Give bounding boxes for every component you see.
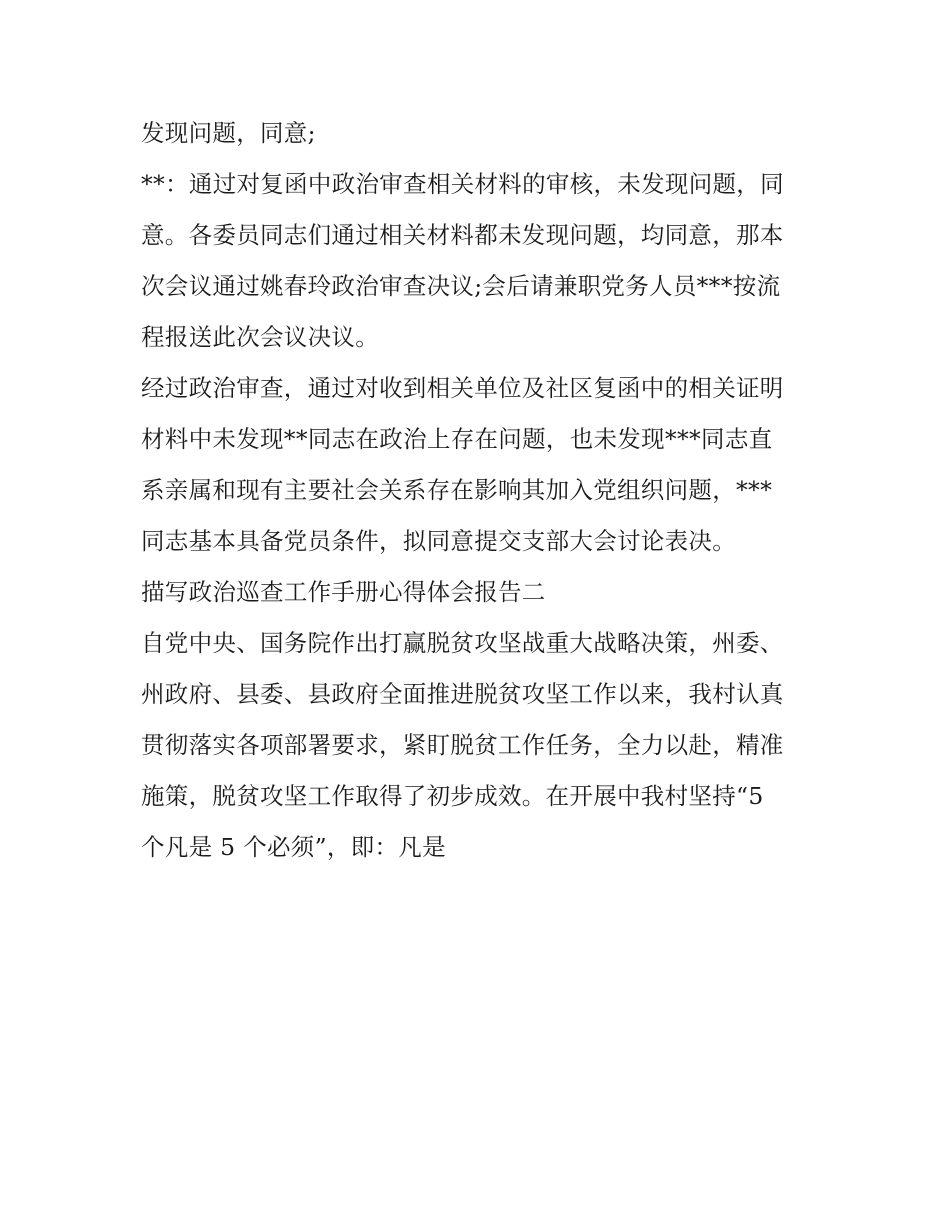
section-heading xyxy=(141,567,821,618)
text-line: 州政府、县委、县政府全面推进脱贫攻坚工作以来，我村认真 xyxy=(141,680,784,708)
paragraph-2 xyxy=(141,159,821,363)
paragraph-3 xyxy=(141,363,821,567)
text-line: 个凡是 5 个必须”，即：凡是 xyxy=(141,833,446,861)
text-line: 施策，脱贫攻坚工作取得了初步成效。在开展中我村坚持“5 xyxy=(141,782,764,810)
document-body xyxy=(141,108,821,873)
text-line: 意。各委员同志们通过相关材料都未发现问题，均同意，那本 xyxy=(141,221,784,249)
text-line: 材料中未发现**同志在政治上存在问题，也未发现***同志直 xyxy=(141,425,773,453)
paragraph-1 xyxy=(141,108,821,159)
text-line: 系亲属和现有主要社会关系存在影响其加入党组织问题，*** xyxy=(141,476,773,504)
text-line: 发现问题，同意; xyxy=(141,119,316,147)
text-line: 次会议通过姚春玲政治审查决议;会后请兼职党务人员***按流 xyxy=(141,272,781,300)
text-line: 经过政治审查，通过对收到相关单位及社区复函中的相关证明 xyxy=(141,374,784,402)
paragraph-5 xyxy=(141,618,821,873)
text-line: 贯彻落实各项部署要求，紧盯脱贫工作任务，全力以赴，精准 xyxy=(141,731,784,759)
text-line: **：通过对复函中政治审查相关材料的审核，未发现问题，同 xyxy=(141,170,784,198)
text-line: 同志基本具备党员条件，拟同意提交支部大会讨论表决。 xyxy=(141,527,736,555)
text-line: 程报送此次会议决议。 xyxy=(141,323,379,351)
heading-line: 描写政治巡查工作手册心得体会报告二 xyxy=(141,578,546,606)
text-line: 自党中央、国务院作出打赢脱贫攻坚战重大战略决策，州委、 xyxy=(141,629,784,657)
